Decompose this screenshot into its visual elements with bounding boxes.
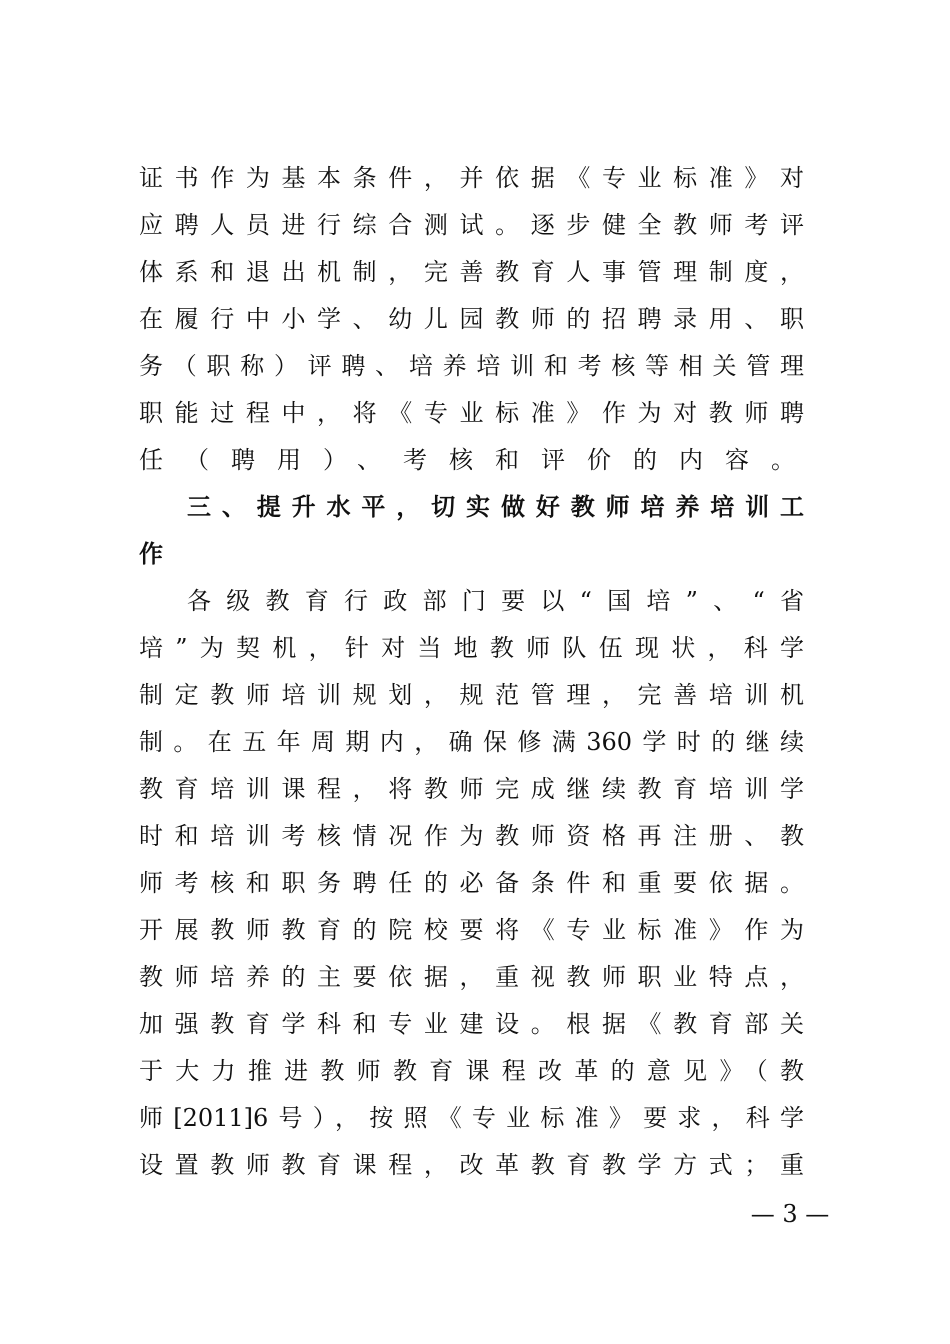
text-line: 师[2011]6号），按照《专业标准》要求，科学 bbox=[139, 1104, 804, 1132]
text-line: 于大力推进教师教育课程改革的意见》（教 bbox=[139, 1057, 804, 1085]
text-line: 教育培训课程，将教师完成继续教育培训学 bbox=[139, 775, 804, 803]
text-line: 任（聘用）、考核和评价的内容。 bbox=[139, 446, 817, 474]
text-line: 设置教师教育课程，改革教育教学方式；重 bbox=[139, 1151, 804, 1179]
text-line: 应聘人员进行综合测试。逐步健全教师考评 bbox=[139, 211, 804, 239]
text-line: 培”为契机，针对当地教师队伍现状，科学 bbox=[139, 634, 804, 662]
text-line: 制。在五年周期内，确保修满360学时的继续 bbox=[139, 728, 804, 756]
text-line: 证书作为基本条件，并依据《专业标准》对 bbox=[139, 164, 804, 192]
text-line: 加强教育学科和专业建设。根据《教育部关 bbox=[139, 1010, 804, 1038]
page-number: — 3 — bbox=[750, 1200, 830, 1228]
text-line: 教师培养的主要依据，重视教师职业特点， bbox=[139, 963, 804, 991]
text-line: 各级教育行政部门要以“国培”、“省 bbox=[187, 587, 804, 615]
text-line: 体系和退出机制，完善教育人事管理制度， bbox=[139, 258, 804, 286]
text-line: 务（职称）评聘、培养培训和考核等相关管理 bbox=[139, 352, 804, 380]
section-heading-continued: 作 bbox=[139, 540, 185, 568]
text-line: 开展教师教育的院校要将《专业标准》作为 bbox=[139, 916, 804, 944]
text-line: 在履行中小学、幼儿园教师的招聘录用、职 bbox=[139, 305, 804, 333]
text-line: 制定教师培训规划，规范管理，完善培训机 bbox=[139, 681, 804, 709]
section-heading: 三、提升水平，切实做好教师培养培训工 bbox=[187, 493, 804, 521]
text-line: 职能过程中，将《专业标准》作为对教师聘 bbox=[139, 399, 804, 427]
text-line: 师考核和职务聘任的必备条件和重要依据。 bbox=[139, 869, 804, 897]
text-line: 时和培训考核情况作为教师资格再注册、教 bbox=[139, 822, 804, 850]
